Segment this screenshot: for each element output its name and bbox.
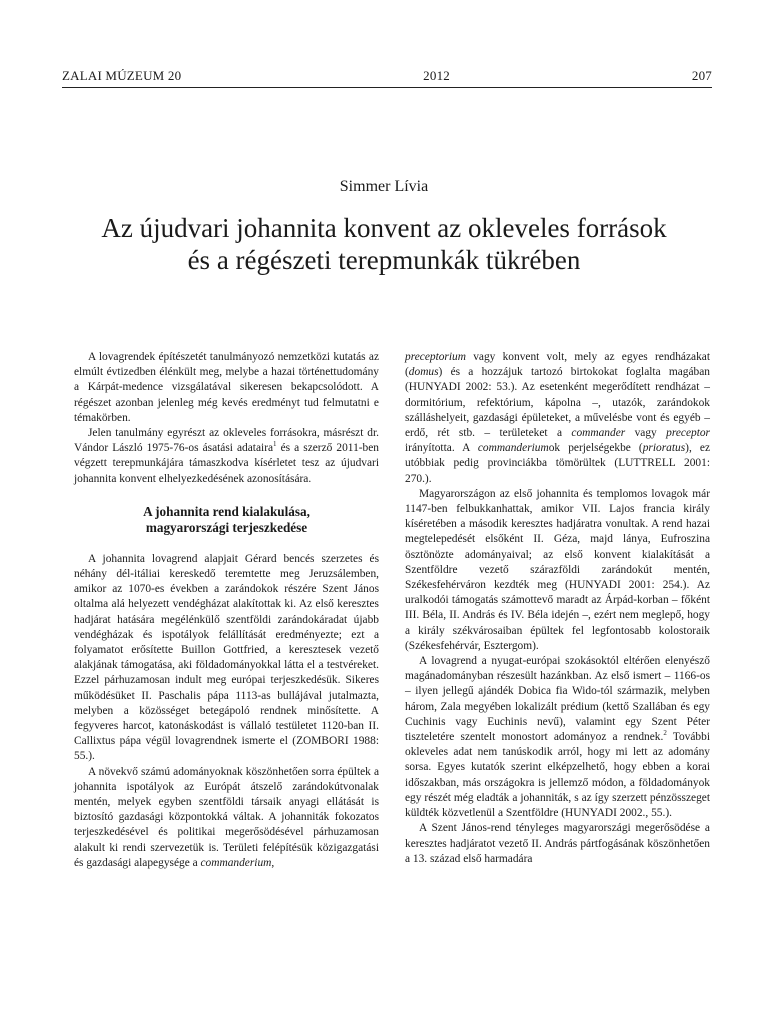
- body-text: További okleveles adat nem tanúskodik arról, hogy mi lett az adomány sorsa. Egyes kutatók szerint elképzelhető, hogy ebben a korai időszakban, más országokra is jellemző módon, a földadományok egy részét még eladták a johanniták, s az így szerzett pénzösszeget küldték közvetlenül a Szentföldre (HUNYADI 2002., 55.).: [405, 731, 710, 820]
- article-title: [0, 212, 768, 276]
- page-number: 207: [691, 68, 712, 83]
- body-text: A lovagrend a nyugat-európai szokásoktól eltérően elenyésző magánadományban részesült hazánkban. Az első ismert – 1166-os – ilyen jellegű ajándék Dobica fia Wido-tól származik, melyben három, Zala megyében lokalizált prédium (kettő Szallában és egy Cuchinis vagy Euchinis nevű), valamint egy Szent Péter tiszteletére szentelt monostort adományoz a rendnek.: [405, 655, 710, 744]
- body-paragraph: [405, 654, 710, 821]
- section-heading-line1: A johannita rend kialakulása,: [143, 503, 310, 519]
- footnote-ref-1[interactable]: 1: [273, 440, 277, 449]
- body-paragraph: A Szent János-rend tényleges magyarországi megerősödése a keresztes hadjáratot vezető II. András pártfogásának köszönhetően a 13. század első harmadára: [405, 822, 710, 865]
- article-title-line1: Az újudvari johannita konvent az okleveles források: [101, 213, 667, 243]
- italic-term: commanderium: [477, 442, 549, 455]
- body-paragraph: [405, 350, 710, 487]
- italic-term: preceptorium: [405, 351, 466, 363]
- abstract-paragraph-2: [74, 426, 379, 487]
- italic-term: commanderium: [200, 856, 272, 869]
- author-name: Simmer Lívia: [339, 178, 429, 195]
- journal-name: ZALAI MÚZEUM 20: [62, 68, 182, 83]
- abstract-paragraph-1: A lovagrendek építészetét tanulmányozó nemzetközi kutatás az elmúlt évtizedben élénkült meg, melybe a hazai történettudomány a Kárpát-medence vizsgálatával sikeresen bekapcsolódott. A régészet azonban jelenleg még kevés eredményt tud felmutatni e témakörben.: [74, 351, 379, 424]
- body-text: A növekvő számú adományoknak köszönhetően sorra épültek a johannita ispotályok az Európát átszelő zarándokútvonalak mentén, melyek egyben szentföldi társaik anyagi ellátását is biztosító gazdasági központokká váltak. A johanniták fokozatos terjeszkedésével és politikai megerősödésével párhuzamosan alakult ki rendi szervezetük is. Területi felépítésük közigazgatási és gazdasági alapegysége a: [74, 765, 379, 869]
- body-text: vagy konvent volt, mely az egyes rendházakat (: [405, 351, 710, 379]
- body-text: vagy: [625, 427, 667, 440]
- abstract-text-a: Jelen tanulmány egyrészt az okleveles forrásokra, másrészt dr. Vándor László 1975-76-os ásatási adataira: [74, 427, 379, 455]
- body-text: irányította. A: [405, 442, 478, 455]
- journal-year: 2012: [423, 68, 450, 83]
- abstract-text-b: és a szerző 2011-ben végzett terepmunkájára támaszkodva kísérletet tesz az újudvari johannita konvent elhelyezkedésének azonosítására.: [74, 442, 380, 485]
- footnote-ref-2[interactable]: 2: [663, 729, 667, 738]
- body-paragraph: Magyarországon az első johannita és templomos lovagok már 1147-ben felbukkanhattak, amikor VII. Lajos francia király kíséretében a második keresztes hadjáratra vonultak. A rend hazai megtelepedését elsőként II. Géza, majd lánya, Eufroszina ösztönözte adományaival; az első konvent kialakítását a Szentföldre vezető szárazföldi zarándokút mentén, Székesfehérváron kezdték meg (HUNYADI 2001: 254.). Az uralkodói támogatás számottevő maradt az Árpád-korban – főként III. Béla, II. András és IV. Béla idején –, ezért nem meglepő, hogy a király székvárosaiban épültek fel legfontosabb kolostoraik (Székesfehérvár, Esztergom).: [405, 487, 710, 652]
- article-title-line2: és a régészeti terepmunkák tükrében: [187, 245, 581, 275]
- italic-term: prioratus: [642, 442, 686, 455]
- body-paragraph: A johannita lovagrend alapjait Gérard bencés szerzetes és néhány dél-itáliai kereskedő teremtette meg Jeruzsálemben, amikor az 1070-es években a zarándokok részére Szent János oltalma alá helyezett vendégházat alakítottak ki. Az első keresztes hadjárat hatására megélénkülő szentföldi zarándokáradat újabb vendégházak és ispotályok felállítását eredményezte; ezt a folyamatot erősítette Buillon Gottfried, a keresztesek vezető alakjának támogatása, aki földadományokkal látta el a testvéreket. Ezzel párhuzamosan indult meg európai terjeszkedésük. Sikeres működésüket II. Paschalis pápa 1113-as bullájával jutalmazta, melyben a közösséget betegápoló rendnek minősítette. A fegyveres harcot, katonáskodást is vállaló testületet 1120-ban II. Callixtus pápa végül lovagrendnek ismerte el (ZOMBORI 1988: 55.).: [74, 552, 379, 763]
- running-header: [62, 68, 712, 88]
- section-heading-line2: magyarországi terjeszkedése: [145, 519, 308, 535]
- body-paragraph: [74, 765, 379, 871]
- left-column: [74, 350, 379, 871]
- body-text: ,: [271, 856, 275, 869]
- section-heading: [74, 504, 379, 536]
- italic-term: preceptor: [666, 427, 710, 440]
- body-text: ), ez utóbbiak pedig provinciákba tömörültek (LUTTRELL 2001: 270.).: [405, 442, 711, 485]
- italic-term: commander: [571, 427, 626, 440]
- body-text: ) és a hozzájuk tartozó birtokokat foglalta magában (HUNYADI 2002: 53.). Az esetenként megerődített rendházat – dormitórium, refektórium, kápolna –, utazók, zarándokok szálláshelyeit, gazdasági épületeket, a művelésbe vont és egyéb – erdő, rét stb. – területeket a: [405, 366, 710, 440]
- body-text: ok perjelségekbe (: [548, 442, 643, 455]
- right-column: [405, 350, 710, 867]
- italic-term: domus: [408, 366, 439, 379]
